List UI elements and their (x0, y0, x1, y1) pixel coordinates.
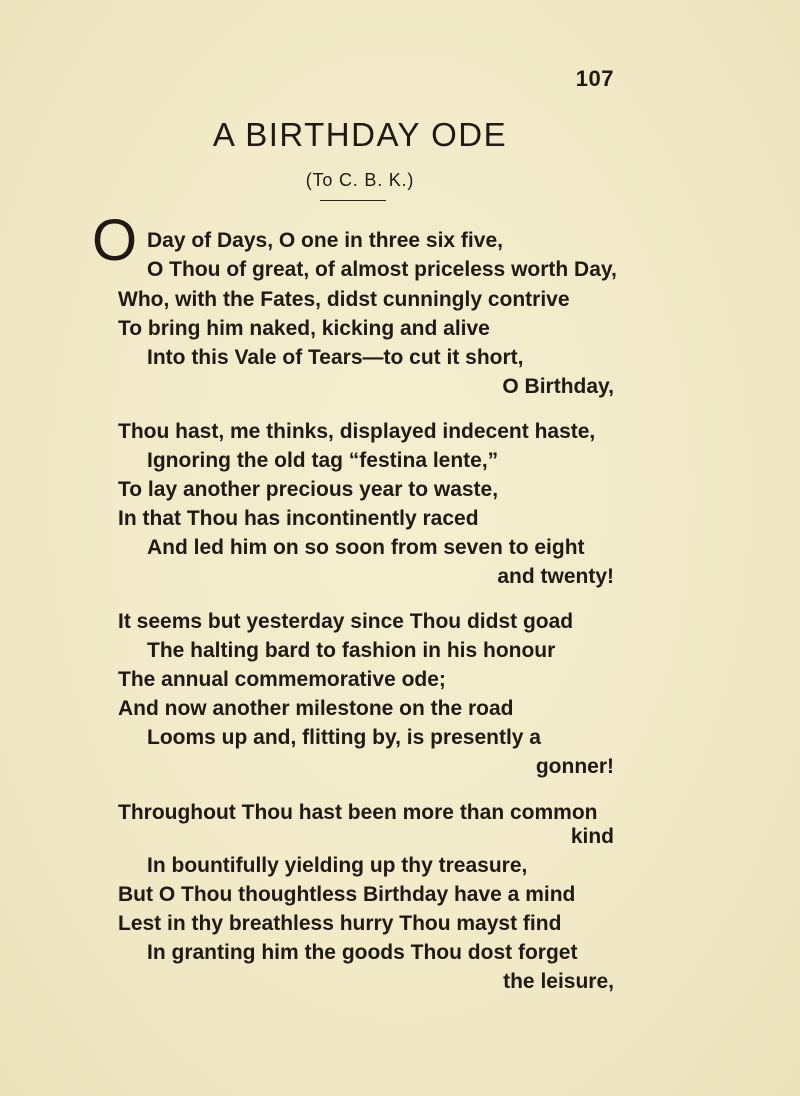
stanza-4-line-5: Lest in thy breathless hurry Thou mayst find (118, 912, 562, 935)
poem-title: A BIRTHDAY ODE (212, 116, 508, 153)
stanza-1-line-6: O Birthday, (502, 375, 614, 398)
stanza-3-line-6: gonner! (535, 755, 614, 778)
drop-cap: O (92, 208, 138, 273)
stanza-1-line-4: To bring him naked, kicking and alive (118, 317, 490, 340)
stanza-4-line-3: In bountifully yielding up thy treasure, (147, 854, 528, 877)
poem-dedication: (To C. B. K.) (305, 170, 415, 190)
stanza-4-line-7: the leisure, (503, 970, 614, 993)
stanza-2-line-6: and twenty! (497, 565, 614, 588)
stanza-4-line-1: Throughout Thou hast been more than common (118, 801, 598, 824)
stanza-3-line-3: The annual commemorative ode; (118, 668, 446, 691)
stanza-2-line-1: Thou hast, me thinks, displayed indecent haste, (118, 420, 596, 443)
stanza-4-line-6: In granting him the goods Thou dost forget (147, 941, 578, 964)
stanza-1-line-2: O Thou of great, of almost priceless worth Day, (147, 258, 617, 281)
title-rule (320, 200, 386, 201)
stanza-1-line-1: Day of Days, O one in three six five, (147, 229, 503, 252)
stanza-2-line-2: Ignoring the old tag “festina lente,” (147, 449, 499, 472)
stanza-1-line-5: Into this Vale of Tears—to cut it short, (147, 346, 524, 369)
stanza-3-line-5: Looms up and, flitting by, is presently a (147, 726, 541, 749)
stanza-2-line-5: And led him on so soon from seven to eight (147, 536, 585, 559)
stanza-4-line-4: But O Thou thoughtless Birthday have a mind (118, 883, 576, 906)
stanza-2-line-3: To lay another precious year to waste, (118, 478, 499, 501)
stanza-3-line-1: It seems but yesterday since Thou didst goad (118, 610, 574, 633)
stanza-4-line-2: kind (570, 825, 614, 848)
stanza-2-line-4: In that Thou has incontinently raced (118, 507, 479, 530)
stanza-3-line-2: The halting bard to fashion in his honour (147, 639, 556, 662)
page-number: 107 (575, 66, 614, 91)
stanza-3-line-4: And now another milestone on the road (118, 697, 514, 720)
stanza-1-line-3: Who, with the Fates, didst cunningly contrive (118, 288, 570, 311)
